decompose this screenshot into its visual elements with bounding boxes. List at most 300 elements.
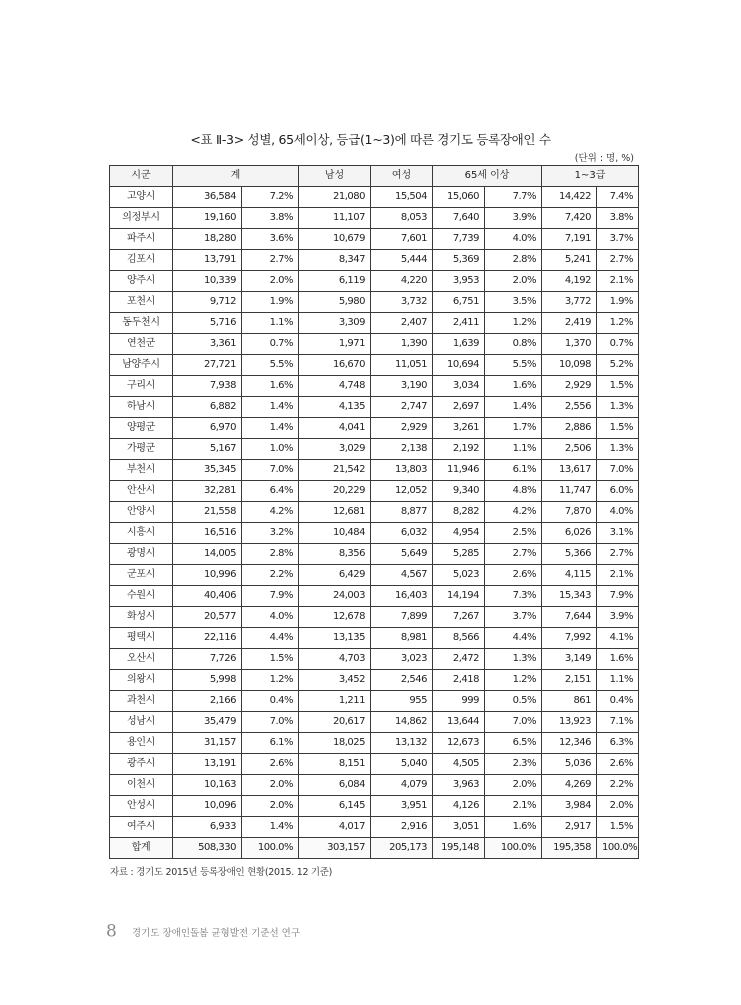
cell-total: 10,339 xyxy=(173,271,242,292)
cell-total-pct: 4.0% xyxy=(242,607,299,628)
cell-over65: 9,340 xyxy=(433,481,485,502)
cell-region: 화성시 xyxy=(110,607,173,628)
table-row xyxy=(110,670,639,691)
cell-grade1-3: 13,617 xyxy=(542,460,597,481)
cell-over65: 2,697 xyxy=(433,397,485,418)
table-row xyxy=(110,334,639,355)
cell-female: 3,951 xyxy=(371,796,433,817)
cell-over65-pct: 2.1% xyxy=(485,796,542,817)
cell-grade1-3-pct: 3.8% xyxy=(597,208,639,229)
cell-region: 파주시 xyxy=(110,229,173,250)
cell-over65-pct: 0.8% xyxy=(485,334,542,355)
cell-female: 1,390 xyxy=(371,334,433,355)
cell-grade1-3-pct: 2.1% xyxy=(597,271,639,292)
cell-grade1-3-pct: 0.4% xyxy=(597,691,639,712)
cell-total: 19,160 xyxy=(173,208,242,229)
cell-female: 13,803 xyxy=(371,460,433,481)
cell-region: 군포시 xyxy=(110,565,173,586)
cell-total-pct: 3.2% xyxy=(242,523,299,544)
table-row xyxy=(110,565,639,586)
cell-grade1-3: 2,419 xyxy=(542,313,597,334)
cell-total: 27,721 xyxy=(173,355,242,376)
cell-over65-pct: 6.1% xyxy=(485,460,542,481)
cell-total: 5,716 xyxy=(173,313,242,334)
cell-over65-pct: 1.7% xyxy=(485,418,542,439)
cell-grade1-3-pct: 6.3% xyxy=(597,733,639,754)
cell-region: 안양시 xyxy=(110,502,173,523)
cell-total-pct: 7.9% xyxy=(242,586,299,607)
table-row xyxy=(110,691,639,712)
cell-grade1-3-pct: 1.3% xyxy=(597,439,639,460)
cell-region: 이천시 xyxy=(110,775,173,796)
cell-female: 8,981 xyxy=(371,628,433,649)
cell-over65: 5,369 xyxy=(433,250,485,271)
cell-over65-pct: 4.8% xyxy=(485,481,542,502)
cell-grade1-3-pct: 1.5% xyxy=(597,376,639,397)
cell-over65: 2,411 xyxy=(433,313,485,334)
cell-grade1-3: 10,098 xyxy=(542,355,597,376)
cell-female: 4,079 xyxy=(371,775,433,796)
cell-female: 8,053 xyxy=(371,208,433,229)
table-row xyxy=(110,292,639,313)
header-male: 남성 xyxy=(299,166,371,187)
table-row xyxy=(110,418,639,439)
cell-total: 40,406 xyxy=(173,586,242,607)
cell-grade1-3: 5,241 xyxy=(542,250,597,271)
cell-grade1-3: 12,346 xyxy=(542,733,597,754)
header-row xyxy=(110,166,639,187)
cell-region: 용인시 xyxy=(110,733,173,754)
cell-female: 2,138 xyxy=(371,439,433,460)
cell-over65: 3,963 xyxy=(433,775,485,796)
cell-female: 7,601 xyxy=(371,229,433,250)
cell-over65: 2,192 xyxy=(433,439,485,460)
cell-grade1-3: 7,992 xyxy=(542,628,597,649)
page-number: 8 xyxy=(106,921,117,942)
cell-male: 4,041 xyxy=(299,418,371,439)
cell-female: 2,407 xyxy=(371,313,433,334)
cell-over65: 4,505 xyxy=(433,754,485,775)
cell-total: 20,577 xyxy=(173,607,242,628)
table-row xyxy=(110,712,639,733)
cell-total-pct: 1.5% xyxy=(242,649,299,670)
cell-total: 6,933 xyxy=(173,817,242,838)
cell-grade1-3-pct: 7.1% xyxy=(597,712,639,733)
unit-label: (단위 : 명, %) xyxy=(574,153,634,164)
cell-male: 4,135 xyxy=(299,397,371,418)
cell-grade1-3-pct: 6.0% xyxy=(597,481,639,502)
cell-over65-pct: 5.5% xyxy=(485,355,542,376)
cell-grade1-3-pct: 2.7% xyxy=(597,544,639,565)
table-row xyxy=(110,397,639,418)
cell-grade1-3: 5,036 xyxy=(542,754,597,775)
table-row xyxy=(110,733,639,754)
cell-male: 3,309 xyxy=(299,313,371,334)
cell-over65: 8,566 xyxy=(433,628,485,649)
cell-total: 10,163 xyxy=(173,775,242,796)
cell-region: 고양시 xyxy=(110,187,173,208)
cell-male: 13,135 xyxy=(299,628,371,649)
cell-male: 8,356 xyxy=(299,544,371,565)
cell-grade1-3-pct: 5.2% xyxy=(597,355,639,376)
cell-over65-pct: 3.7% xyxy=(485,607,542,628)
cell-region: 하남시 xyxy=(110,397,173,418)
cell-over65-pct: 6.5% xyxy=(485,733,542,754)
cell-grade1-3: 3,772 xyxy=(542,292,597,313)
cell-grade1-3-pct: 7.4% xyxy=(597,187,639,208)
cell-female: 205,173 xyxy=(371,838,433,859)
cell-grade1-3-pct: 1.5% xyxy=(597,418,639,439)
cell-over65: 3,261 xyxy=(433,418,485,439)
cell-over65-pct: 7.0% xyxy=(485,712,542,733)
cell-male: 4,748 xyxy=(299,376,371,397)
cell-female: 8,877 xyxy=(371,502,433,523)
cell-grade1-3-pct: 4.0% xyxy=(597,502,639,523)
cell-total: 7,726 xyxy=(173,649,242,670)
cell-male: 21,080 xyxy=(299,187,371,208)
cell-female: 2,546 xyxy=(371,670,433,691)
cell-total: 36,584 xyxy=(173,187,242,208)
cell-over65: 5,285 xyxy=(433,544,485,565)
cell-over65-pct: 2.0% xyxy=(485,775,542,796)
cell-female: 4,567 xyxy=(371,565,433,586)
table-row xyxy=(110,607,639,628)
cell-over65-pct: 1.6% xyxy=(485,376,542,397)
cell-female: 16,403 xyxy=(371,586,433,607)
table-row xyxy=(110,271,639,292)
cell-grade1-3-pct: 1.3% xyxy=(597,397,639,418)
cell-female: 12,052 xyxy=(371,481,433,502)
cell-female: 15,504 xyxy=(371,187,433,208)
cell-over65-pct: 1.3% xyxy=(485,649,542,670)
cell-grade1-3: 15,343 xyxy=(542,586,597,607)
table-row xyxy=(110,460,639,481)
cell-total-pct: 1.4% xyxy=(242,817,299,838)
cell-grade1-3-pct: 2.7% xyxy=(597,250,639,271)
footer-title: 경기도 장애인돌봄 균형발전 기준선 연구 xyxy=(131,927,301,939)
cell-female: 5,444 xyxy=(371,250,433,271)
cell-total-pct: 1.6% xyxy=(242,376,299,397)
cell-region: 성남시 xyxy=(110,712,173,733)
cell-male: 10,679 xyxy=(299,229,371,250)
cell-total: 10,096 xyxy=(173,796,242,817)
cell-region: 구리시 xyxy=(110,376,173,397)
table-row xyxy=(110,229,639,250)
cell-region: 연천군 xyxy=(110,334,173,355)
cell-grade1-3-pct: 4.1% xyxy=(597,628,639,649)
cell-grade1-3: 2,556 xyxy=(542,397,597,418)
cell-over65: 12,673 xyxy=(433,733,485,754)
cell-male: 24,003 xyxy=(299,586,371,607)
cell-over65: 8,282 xyxy=(433,502,485,523)
cell-female: 13,132 xyxy=(371,733,433,754)
cell-male: 6,084 xyxy=(299,775,371,796)
cell-female: 2,747 xyxy=(371,397,433,418)
cell-region: 가평군 xyxy=(110,439,173,460)
cell-male: 20,229 xyxy=(299,481,371,502)
table-row xyxy=(110,817,639,838)
cell-total-pct: 100.0% xyxy=(242,838,299,859)
cell-female: 2,929 xyxy=(371,418,433,439)
cell-total-pct: 3.8% xyxy=(242,208,299,229)
cell-total-pct: 6.1% xyxy=(242,733,299,754)
cell-total-pct: 1.1% xyxy=(242,313,299,334)
table-row xyxy=(110,775,639,796)
cell-total-pct: 1.0% xyxy=(242,439,299,460)
cell-total: 14,005 xyxy=(173,544,242,565)
cell-female: 2,916 xyxy=(371,817,433,838)
cell-grade1-3: 4,115 xyxy=(542,565,597,586)
cell-total: 5,998 xyxy=(173,670,242,691)
table-row xyxy=(110,481,639,502)
cell-grade1-3-pct: 1.5% xyxy=(597,817,639,838)
cell-total-pct: 3.6% xyxy=(242,229,299,250)
table-title: <표 Ⅱ-3> 성별, 65세이상, 등급(1~3)에 따른 경기도 등록장애인 수 xyxy=(190,132,551,147)
cell-total-pct: 1.4% xyxy=(242,418,299,439)
cell-total: 35,479 xyxy=(173,712,242,733)
cell-over65-pct: 4.4% xyxy=(485,628,542,649)
cell-over65: 3,051 xyxy=(433,817,485,838)
cell-male: 4,017 xyxy=(299,817,371,838)
cell-male: 12,678 xyxy=(299,607,371,628)
cell-over65-pct: 2.3% xyxy=(485,754,542,775)
cell-total: 6,882 xyxy=(173,397,242,418)
cell-over65: 195,148 xyxy=(433,838,485,859)
cell-male: 1,971 xyxy=(299,334,371,355)
cell-grade1-3: 3,149 xyxy=(542,649,597,670)
cell-total: 9,712 xyxy=(173,292,242,313)
cell-over65: 7,267 xyxy=(433,607,485,628)
cell-grade1-3: 2,917 xyxy=(542,817,597,838)
cell-over65: 15,060 xyxy=(433,187,485,208)
cell-grade1-3: 2,929 xyxy=(542,376,597,397)
cell-total-pct: 1.4% xyxy=(242,397,299,418)
cell-female: 5,040 xyxy=(371,754,433,775)
cell-grade1-3: 5,366 xyxy=(542,544,597,565)
cell-region: 양평군 xyxy=(110,418,173,439)
cell-grade1-3-pct: 0.7% xyxy=(597,334,639,355)
cell-total: 10,996 xyxy=(173,565,242,586)
cell-over65: 7,640 xyxy=(433,208,485,229)
cell-over65-pct: 3.5% xyxy=(485,292,542,313)
cell-region: 여주시 xyxy=(110,817,173,838)
header-over65: 65세 이상 xyxy=(433,166,542,187)
cell-region: 오산시 xyxy=(110,649,173,670)
cell-grade1-3-pct: 2.6% xyxy=(597,754,639,775)
cell-total-pct: 1.2% xyxy=(242,670,299,691)
cell-region: 부천시 xyxy=(110,460,173,481)
cell-female: 3,732 xyxy=(371,292,433,313)
cell-total-pct: 2.8% xyxy=(242,544,299,565)
cell-region: 남양주시 xyxy=(110,355,173,376)
cell-over65-pct: 100.0% xyxy=(485,838,542,859)
cell-total-pct: 2.0% xyxy=(242,271,299,292)
cell-grade1-3-pct: 3.9% xyxy=(597,607,639,628)
table-row xyxy=(110,586,639,607)
cell-over65: 3,034 xyxy=(433,376,485,397)
disability-stats-table xyxy=(109,165,639,859)
cell-grade1-3-pct: 1.2% xyxy=(597,313,639,334)
cell-total-pct: 2.7% xyxy=(242,250,299,271)
cell-female: 3,190 xyxy=(371,376,433,397)
cell-grade1-3: 7,420 xyxy=(542,208,597,229)
cell-over65-pct: 1.4% xyxy=(485,397,542,418)
cell-total-pct: 4.2% xyxy=(242,502,299,523)
cell-region: 포천시 xyxy=(110,292,173,313)
cell-grade1-3-pct: 100.0% xyxy=(597,838,639,859)
cell-total: 16,516 xyxy=(173,523,242,544)
cell-female: 4,220 xyxy=(371,271,433,292)
cell-over65-pct: 7.7% xyxy=(485,187,542,208)
cell-region: 동두천시 xyxy=(110,313,173,334)
cell-over65-pct: 2.8% xyxy=(485,250,542,271)
cell-male: 11,107 xyxy=(299,208,371,229)
cell-over65: 2,418 xyxy=(433,670,485,691)
table-row xyxy=(110,376,639,397)
cell-total: 18,280 xyxy=(173,229,242,250)
cell-over65-pct: 7.3% xyxy=(485,586,542,607)
cell-over65: 10,694 xyxy=(433,355,485,376)
cell-total: 508,330 xyxy=(173,838,242,859)
page-footer xyxy=(106,921,300,942)
cell-over65-pct: 0.5% xyxy=(485,691,542,712)
cell-female: 11,051 xyxy=(371,355,433,376)
table-row xyxy=(110,250,639,271)
header-total: 계 xyxy=(173,166,299,187)
cell-grade1-3-pct: 1.9% xyxy=(597,292,639,313)
cell-total: 31,157 xyxy=(173,733,242,754)
cell-over65: 7,739 xyxy=(433,229,485,250)
cell-grade1-3-pct: 1.6% xyxy=(597,649,639,670)
cell-total: 13,191 xyxy=(173,754,242,775)
cell-over65-pct: 1.6% xyxy=(485,817,542,838)
cell-grade1-3: 4,192 xyxy=(542,271,597,292)
cell-region: 의정부시 xyxy=(110,208,173,229)
cell-male: 10,484 xyxy=(299,523,371,544)
cell-over65-pct: 2.0% xyxy=(485,271,542,292)
cell-grade1-3-pct: 2.1% xyxy=(597,565,639,586)
cell-grade1-3: 14,422 xyxy=(542,187,597,208)
table-row xyxy=(110,502,639,523)
cell-region: 안성시 xyxy=(110,796,173,817)
cell-grade1-3: 7,191 xyxy=(542,229,597,250)
cell-male: 3,452 xyxy=(299,670,371,691)
cell-male: 21,542 xyxy=(299,460,371,481)
cell-total: 22,116 xyxy=(173,628,242,649)
cell-region: 광주시 xyxy=(110,754,173,775)
cell-male: 8,151 xyxy=(299,754,371,775)
cell-grade1-3: 13,923 xyxy=(542,712,597,733)
cell-total: 13,791 xyxy=(173,250,242,271)
cell-over65-pct: 4.2% xyxy=(485,502,542,523)
cell-female: 6,032 xyxy=(371,523,433,544)
table-row xyxy=(110,523,639,544)
cell-male: 12,681 xyxy=(299,502,371,523)
cell-male: 6,145 xyxy=(299,796,371,817)
cell-region: 안산시 xyxy=(110,481,173,502)
cell-grade1-3: 195,358 xyxy=(542,838,597,859)
cell-over65: 11,946 xyxy=(433,460,485,481)
cell-over65: 13,644 xyxy=(433,712,485,733)
cell-total-pct: 2.6% xyxy=(242,754,299,775)
cell-total: 21,558 xyxy=(173,502,242,523)
cell-grade1-3-pct: 7.0% xyxy=(597,460,639,481)
cell-total: 7,938 xyxy=(173,376,242,397)
table-row xyxy=(110,439,639,460)
table-row xyxy=(110,313,639,334)
cell-over65: 999 xyxy=(433,691,485,712)
cell-grade1-3-pct: 3.1% xyxy=(597,523,639,544)
cell-total-pct: 0.7% xyxy=(242,334,299,355)
cell-over65-pct: 4.0% xyxy=(485,229,542,250)
cell-male: 16,670 xyxy=(299,355,371,376)
cell-total-pct: 2.0% xyxy=(242,796,299,817)
header-region: 시군 xyxy=(110,166,173,187)
cell-over65: 4,126 xyxy=(433,796,485,817)
cell-female: 14,862 xyxy=(371,712,433,733)
cell-total-pct: 5.5% xyxy=(242,355,299,376)
cell-grade1-3: 1,370 xyxy=(542,334,597,355)
cell-total: 2,166 xyxy=(173,691,242,712)
cell-female: 3,023 xyxy=(371,649,433,670)
cell-region: 시흥시 xyxy=(110,523,173,544)
cell-total-pct: 2.0% xyxy=(242,775,299,796)
cell-over65: 3,953 xyxy=(433,271,485,292)
cell-grade1-3: 11,747 xyxy=(542,481,597,502)
cell-total-pct: 6.4% xyxy=(242,481,299,502)
cell-region: 양주시 xyxy=(110,271,173,292)
table-row xyxy=(110,544,639,565)
table-row xyxy=(110,208,639,229)
cell-total-pct: 4.4% xyxy=(242,628,299,649)
cell-male: 1,211 xyxy=(299,691,371,712)
cell-over65-pct: 1.2% xyxy=(485,670,542,691)
cell-over65: 1,639 xyxy=(433,334,485,355)
cell-total-pct: 7.0% xyxy=(242,712,299,733)
table-body xyxy=(110,187,639,859)
cell-total: 32,281 xyxy=(173,481,242,502)
cell-grade1-3-pct: 3.7% xyxy=(597,229,639,250)
cell-total-pct: 1.9% xyxy=(242,292,299,313)
cell-female: 955 xyxy=(371,691,433,712)
cell-total: 35,345 xyxy=(173,460,242,481)
cell-over65-pct: 2.5% xyxy=(485,523,542,544)
cell-region: 의왕시 xyxy=(110,670,173,691)
table-row xyxy=(110,796,639,817)
cell-grade1-3: 861 xyxy=(542,691,597,712)
cell-over65: 2,472 xyxy=(433,649,485,670)
cell-grade1-3-pct: 2.0% xyxy=(597,796,639,817)
cell-male: 18,025 xyxy=(299,733,371,754)
cell-grade1-3: 2,506 xyxy=(542,439,597,460)
table-row xyxy=(110,649,639,670)
cell-grade1-3-pct: 2.2% xyxy=(597,775,639,796)
cell-region: 평택시 xyxy=(110,628,173,649)
cell-male: 303,157 xyxy=(299,838,371,859)
cell-total-pct: 0.4% xyxy=(242,691,299,712)
cell-region: 과천시 xyxy=(110,691,173,712)
cell-male: 6,429 xyxy=(299,565,371,586)
cell-grade1-3: 6,026 xyxy=(542,523,597,544)
cell-female: 7,899 xyxy=(371,607,433,628)
cell-region: 합계 xyxy=(110,838,173,859)
cell-grade1-3-pct: 7.9% xyxy=(597,586,639,607)
cell-male: 3,029 xyxy=(299,439,371,460)
cell-region: 광명시 xyxy=(110,544,173,565)
header-female: 여성 xyxy=(371,166,433,187)
cell-over65: 6,751 xyxy=(433,292,485,313)
cell-over65-pct: 1.1% xyxy=(485,439,542,460)
